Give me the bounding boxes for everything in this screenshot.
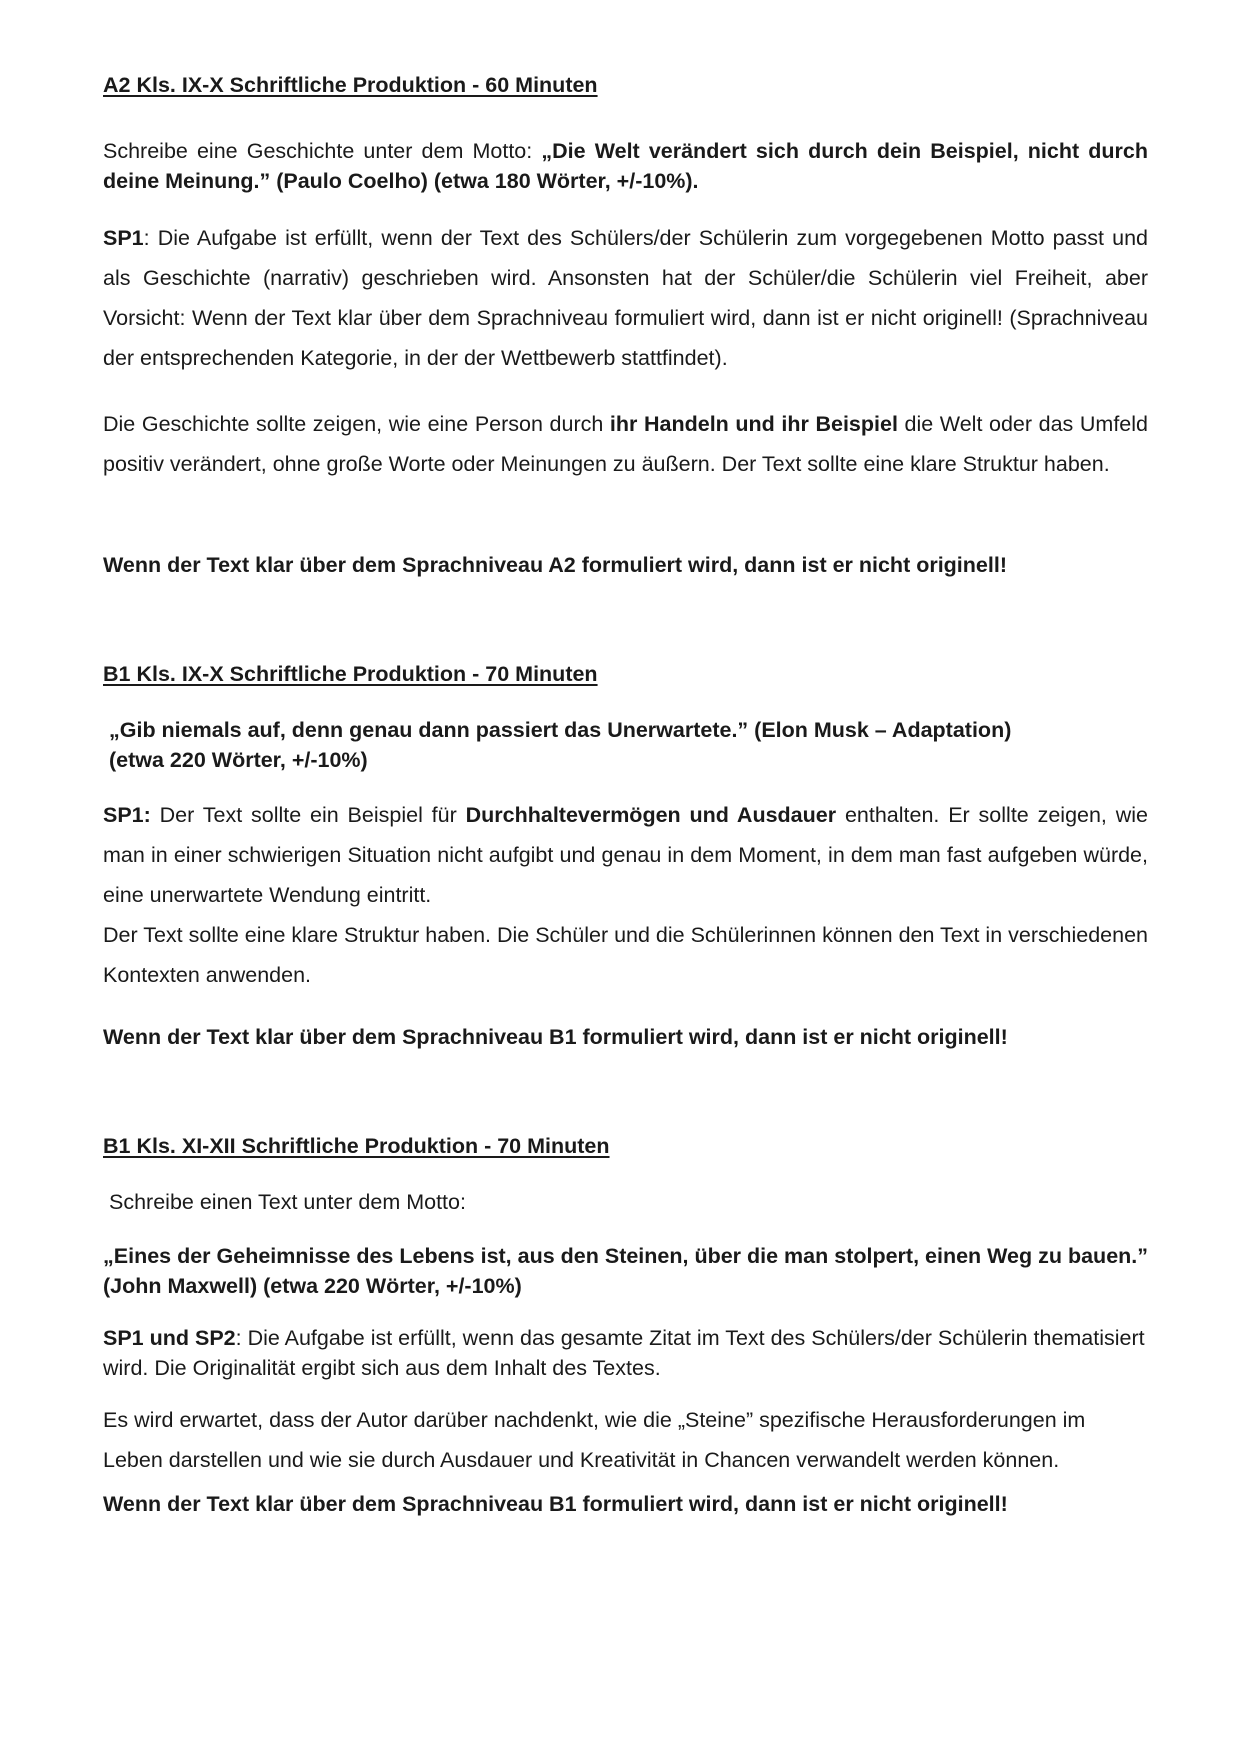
section1-task-motto: „Die Welt verändert sich durch dein Beispiel, nicht durch deine Meinung.” (Paulo Coelho) (etwa 180 Wörter, +/-10%).	[103, 139, 1148, 193]
section2-title: B1 Kls. IX-X Schriftliche Produktion - 70 Minuten	[103, 662, 598, 686]
section3-task-intro: Schreibe einen Text unter dem Motto:	[109, 1190, 466, 1214]
section2-sp1	[103, 795, 1148, 915]
section3-paragraph: Es wird erwartet, dass der Autor darüber nachdenkt, wie die „Steine” spezifische Herausforderungen im Leben darstellen und wie sie durch Ausdauer und Kreativität in Chancen verwandelt werden können.	[103, 1408, 1086, 1472]
section1-warning: Wenn der Text klar über dem Sprachniveau A2 formuliert wird, dann ist er nicht originell!	[103, 553, 1007, 577]
section2-motto	[103, 715, 1148, 775]
section3-warning: Wenn der Text klar über dem Sprachniveau B1 formuliert wird, dann ist er nicht originell!	[103, 1492, 1008, 1516]
section1-task-intro: Schreibe eine Geschichte unter dem Motto:	[103, 139, 542, 163]
section1-para-bold: ihr Handeln und ihr Beispiel	[609, 412, 898, 436]
section1-sp-label: SP1	[103, 226, 144, 250]
document-page	[103, 0, 1148, 1755]
section3-sp-text: : Die Aufgabe ist erfüllt, wenn das gesamte Zitat im Text des Schülers/der Schülerin thematisiert wird. Die Originalität ergibt sich aus dem Inhalt des Textes.	[103, 1326, 1145, 1380]
section2-sp-bold: Durchhaltevermögen und Ausdauer	[465, 803, 837, 827]
section1-sp1	[103, 218, 1148, 378]
section2-sp-text-b: enthalten. Er sollte zeigen, wie man in einer schwierigen Situation nicht aufgibt und genau in dem Moment, in dem man fast aufgeben würde, eine unerwartete Wendung eintritt.	[103, 803, 1149, 907]
section2-motto-line2: (etwa 220 Wörter, +/-10%)	[109, 748, 368, 772]
section2-sp-text-a: Der Text sollte ein Beispiel für	[150, 803, 466, 827]
section2-motto-line1: „Gib niemals auf, denn genau dann passiert das Unerwartete.” (Elon Musk – Adaptation)	[109, 718, 1012, 742]
section2-warning: Wenn der Text klar über dem Sprachniveau B1 formuliert wird, dann ist er nicht originell!	[103, 1025, 1008, 1049]
section1-task	[103, 136, 1148, 196]
section3-sp-label: SP1 und SP2	[103, 1326, 236, 1350]
section1-para-b: die Welt oder das Umfeld positiv verändert, ohne große Worte oder Meinungen zu äußern. Der Text sollte eine klare Struktur haben.	[103, 412, 1148, 476]
section2-sp-label: SP1:	[103, 803, 151, 827]
section1-paragraph	[103, 404, 1148, 484]
section1-para-a: Die Geschichte sollte zeigen, wie eine Person durch	[103, 412, 610, 436]
section3-title: B1 Kls. XI-XII Schriftliche Produktion - 70 Minuten	[103, 1134, 610, 1158]
section2-paragraph: Der Text sollte eine klare Struktur haben. Die Schüler und die Schülerinnen können den Text in verschiedenen Kontexten anwenden.	[103, 923, 1148, 987]
section3-motto: „Eines der Geheimnisse des Lebens ist, aus den Steinen, über die man stolpert, einen Weg zu bauen.” (John Maxwell) (etwa 220 Wörter, +/-10%)	[103, 1244, 1149, 1298]
section1-sp-text: : Die Aufgabe ist erfüllt, wenn der Text des Schülers/der Schülerin zum vorgegebenen Motto passt und als Geschichte (narrativ) geschrieben wird. Ansonsten hat der Schüler/die Schülerin viel Freiheit, aber Vorsicht: Wenn der Text klar über dem Sprachniveau formuliert wird, dann ist er nicht originell! (Sprachniveau der entsprechenden Kategorie, in der der Wettbewerb stattfindet).	[103, 226, 1148, 370]
section1-title: A2 Kls. IX-X Schriftliche Produktion - 60 Minuten	[103, 73, 598, 97]
section3-sp	[103, 1323, 1148, 1383]
